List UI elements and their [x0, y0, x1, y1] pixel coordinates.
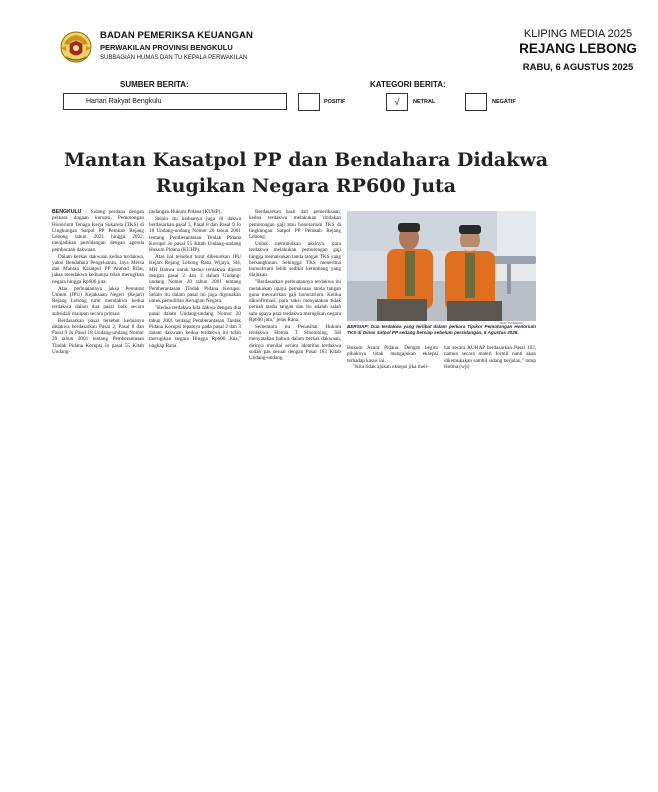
- kategori-negatif-label: NEGATIF: [492, 99, 516, 105]
- article-paragraph: Selain itu keduanya juga di dakwa berdasarkan pasal 3, Pasal 8 dan Pasal 9 Jo 18 Undang-undang Nomor 20 tahun 2001 tentang Pemberantasan Tindak Pidana Korupsi Jo pasal 55 Kitab Undang-undang Hukum Pidana (KUHP).: [149, 215, 241, 254]
- article-paragraph: undangan Hukum Pidana (KUHP).: [149, 209, 222, 215]
- photo-credit: DOK. ISTIMEWA: [500, 321, 523, 325]
- org-subtitle: PERWAKILAN PROVINSI BENGKULU: [100, 42, 233, 52]
- article-column-4: [347, 345, 438, 371]
- kategori-netral-checkbox: √: [386, 93, 408, 111]
- article-paragraph: "Kita tidak ajukan eksepsi jika meli-: [353, 364, 429, 371]
- kategori-label: KATEGORI BERITA:: [370, 80, 446, 89]
- article-paragraph: Atas hal tersebut turut dibenarkan JPU Kejari Rejang Lebong Rana Wijaya, SH, MH Bahwa untuk kedua terdakwa dijerat dengan pasal 2 dan 3 dalam Undang-undang Nomor 20 tahun 2001 tentang Pemberantasan Tindak Pidana Korupsi. Selain itu dalam pasal ini juga digunakan untuk pemulihan Kerugian Negara.: [149, 254, 241, 305]
- kategori-positif-checkbox: [298, 93, 320, 111]
- article-paragraph: Atas perbuatannya jaksa Penuntut Umum (JPU) Kejaksaan Negeri (Kejari) Rejang Lebong turut mendakwa kedua terdakwa dalam dua pasal baik secara subsidair maupun secara primair.: [52, 285, 144, 317]
- article-paragraph: Hukum Acara Pidana. Dengan begitu pihaknya tidak mengajukan eksepsi terhadap kasus ini.: [347, 345, 438, 364]
- kategori-positif-label: POSITIF: [324, 99, 346, 105]
- article-paragraph: BENGKULU - Sidang perdana dengan perkara dugaan korupsi, Pemotongan Honorium Tenaga Kerja Sukarela (TKS) di Lingkungan Satpol PP Pemkab Rejang Lebong tahun 2021 hingga 2022, menjadikan persidangan dengan agenda pembacaan dakwaan.: [52, 209, 144, 253]
- kliping-title: KLIPING MEDIA 2025: [523, 28, 633, 40]
- article-paragraph: "Berdasarkan perbuatannya terdakwa ini melakukan upaya pemalsuan tanda tangan guna mencairkan gaji honorarium. Ketika dikonfirmasi, para saksi menyatakan tidak pernah tanda tangan dan itu adalah salah satu upaya para terdakwa merugikan negara Rp600 juta," jelas Rana.: [249, 279, 341, 324]
- article-column-2: [149, 209, 241, 350]
- article-column-5: [444, 345, 536, 371]
- kategori-negatif-checkbox: [465, 93, 487, 111]
- article-paragraph: Dalam berkas dakwaan kedua terdakwa, yakni Bendahara Pengeluaran, Jaya Mersa dan Mantan Kasatpol PP Ahmad Rifai, jaksa mendakwa keduanya telah merugikan negara hingga Rp600 juta.: [52, 253, 144, 285]
- org-name: BADAN PEMERIKSA KEUANGAN: [100, 30, 253, 41]
- article-headline: Mantan Kasatpol PP dan Bendahara Didakwa Rugikan Negara RP600 Juta: [63, 149, 549, 197]
- article-paragraph: Untuk meminulkan aksinya, para terdakwa melakukan pemotongan gaji hingga memalsukan tanda tangan TKS yang bersangkutan. Sehingga TKS menerima honorarium lebih sedikit ketimbang yang diajukan.: [249, 240, 341, 279]
- article-paragraph: hat secara KUHAP berdasarkan Pasal 183, namun secara materi formil nanti akan dikemukakan sambil sidang berjalan," tutup Hotma.(wjt): [444, 345, 536, 370]
- bpk-emblem-icon: [58, 30, 94, 66]
- article-paragraph: Sementara itu Penasihat Hukum terdakwa Hotma T Sihombing, SH menyatakan bahwa dalam berkas dakwaan, dirinya menilai secara identitas terdakwa sudah pas sesuai dengan Pasal 183 Kitab Undang-undang: [249, 323, 341, 362]
- article-paragraph: "Kedua terdakwa kita dakwa dengan dua pasal dalam Undang-undang Nomor 20 tahun 2001 tentang Pemberantasan Tindak Pidana Korupsi tepatnya pada pasal 2 dan 3 dalam dakwaan kedua terdakwa ini telah merugikan negara Hingga Rp600 Juta," ungkap Rana.: [149, 304, 241, 349]
- article-paragraph: Berdasarkan pasal tersebut keduanya didakwa berdasarkan Pasal 2, Pasal 8 dan Pasal 9 Jo Pasal 18 Undang-undang Nomor 20 tahun 2001 tentang Pemberantasan Tindak Pidana Korupsi Jo pasal 55 Kitab Undang-: [52, 317, 144, 356]
- kliping-block: [498, 28, 658, 73]
- photo-caption: BERSIAP: Dua terdakwa yang terlibat dalam perkara Tipikor Pemotongan Honorium TKS di Dinas Satpol PP sedang bersiap sebelum persidangan, 5 Agustus 2025.: [347, 324, 536, 335]
- publication-date: RABU, 6 AGUSTUS 2025: [522, 62, 634, 73]
- organization-block: [100, 31, 253, 61]
- dateline: BENGKULU: [52, 209, 82, 215]
- kategori-netral-label: NETRAL: [413, 99, 436, 105]
- article-paragraph: Berdasarkan hasil dari pemeriksaan, kedua terdakwa melakukan tindakan pemotongan gaji atau honorarium TKS di lingkungan Satpol PP Pemkab Rejang Lebong.: [249, 209, 341, 241]
- org-division: SUBBAGIAN HUMAS DAN TU KEPALA PERWAKILAN: [100, 54, 248, 61]
- sumber-label: SUMBER BERITA:: [120, 80, 189, 89]
- region-title: REJANG LEBONG: [519, 41, 637, 56]
- sumber-field: Harian Rakyat Bengkulu: [63, 93, 287, 110]
- article-column-1: [52, 209, 144, 356]
- defendants-photo: [347, 211, 536, 321]
- article-column-3: [249, 209, 341, 362]
